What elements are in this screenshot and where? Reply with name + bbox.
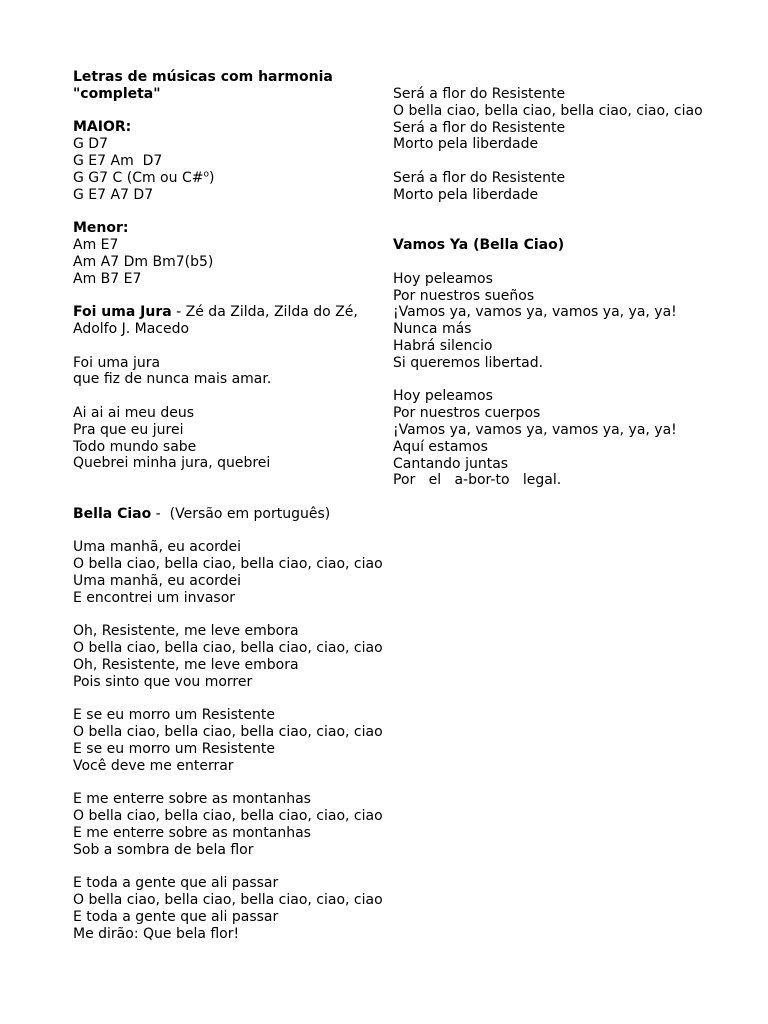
lyric-line: E toda a gente que ali passar bbox=[73, 908, 279, 925]
lyric-line: E se eu morro um Resistente bbox=[73, 740, 275, 757]
doc-title-line2: "completa" bbox=[73, 85, 161, 102]
degree-sup: o bbox=[203, 169, 209, 180]
lyric-line: Nunca más bbox=[393, 321, 472, 338]
chord-line: Am E7 bbox=[73, 236, 119, 253]
lyric-line: Morto pela liberdade bbox=[393, 136, 539, 153]
lyric-line: O bella ciao, bella ciao, bella ciao, ciao, ciao bbox=[73, 556, 383, 573]
chord-line: G G7 C (Cm ou C#$^o$) bbox=[73, 169, 215, 186]
lyric-line: Me dirão: Que bela flor! bbox=[73, 925, 240, 942]
lyric-line: Pra que eu jurei bbox=[73, 421, 184, 438]
lyric-line: E me enterre sobre as montanhas bbox=[73, 824, 311, 841]
lyric-line: Sob a sombra de bela flor bbox=[73, 841, 254, 858]
lyric-line: Por el a-bor-to legal. bbox=[393, 472, 562, 489]
lyric-line: E toda a gente que ali passar bbox=[73, 875, 279, 892]
doc-title-line1: Letras de músicas com harmonia bbox=[73, 69, 333, 85]
chord-line: Am A7 Dm Bm7(b5) bbox=[73, 253, 214, 270]
lyric-line: Você deve me enterrar bbox=[73, 757, 234, 774]
lyric-line: O bella ciao, bella ciao, bella ciao, ciao, ciao bbox=[73, 724, 383, 741]
lyric-line: Si queremos libertad. bbox=[393, 354, 544, 371]
lyric-line: Uma manhã, eu acordei bbox=[73, 539, 242, 556]
lyric-line: E encontrei um invasor bbox=[73, 589, 236, 606]
lyric-line: Será a flor do Resistente bbox=[393, 119, 566, 136]
lyric-line: Habrá silencio bbox=[393, 337, 493, 354]
lyric-line: Será a flor do Resistente bbox=[393, 86, 566, 102]
chord-line: G E7 A7 D7 bbox=[73, 186, 154, 203]
lyric-line: Morto pela liberdade bbox=[393, 186, 539, 203]
song-title-bella: Bella Ciao - (Versão em português) bbox=[73, 505, 331, 522]
lyric-line: Hoy peleamos bbox=[393, 388, 493, 405]
lyric-line: E se eu morro um Resistente bbox=[73, 707, 275, 724]
lyric-line: O bella ciao, bella ciao, bella ciao, ciao, ciao bbox=[393, 102, 703, 119]
song-title-jura: Foi uma Jura - Zé da Zilda, Zilda do Zé, bbox=[73, 304, 358, 321]
lyric-line: Foi uma jura bbox=[73, 354, 161, 371]
lyric-line: Uma manhã, eu acordei bbox=[73, 572, 242, 589]
chord-line: Am B7 E7 bbox=[73, 270, 142, 287]
song-credit: Adolfo J. Macedo bbox=[73, 320, 190, 337]
lyric-line: Aquí estamos bbox=[393, 438, 488, 455]
lyric-line: Cantando juntas bbox=[393, 455, 509, 472]
song-title-vamos: Vamos Ya (Bella Ciao) bbox=[393, 237, 565, 254]
menor-heading: Menor: bbox=[73, 220, 129, 237]
lyric-line: Ai ai ai meu deus bbox=[73, 404, 194, 421]
maior-heading: MAIOR: bbox=[73, 119, 132, 136]
lyric-line: O bella ciao, bella ciao, bella ciao, ciao, ciao bbox=[73, 640, 383, 657]
lyric-line: ¡Vamos ya, vamos ya, vamos ya, ya, ya! bbox=[393, 421, 677, 438]
lyric-line: O bella ciao, bella ciao, bella ciao, ciao, ciao bbox=[73, 892, 383, 909]
lyric-line: Hoy peleamos bbox=[393, 270, 493, 287]
lyric-line: Todo mundo sabe bbox=[73, 438, 197, 455]
lyric-line: Oh, Resistente, me leve embora bbox=[73, 623, 299, 640]
lyric-line: Será a flor do Resistente bbox=[393, 169, 566, 186]
right-column bbox=[393, 86, 733, 489]
lyric-line: O bella ciao, bella ciao, bella ciao, ciao, ciao bbox=[73, 808, 383, 825]
lyric-line: Por nuestros cuerpos bbox=[393, 405, 541, 422]
chord-line: G E7 Am D7 bbox=[73, 152, 163, 169]
lyric-line: que fiz de nunca mais amar. bbox=[73, 371, 272, 388]
chord-line: G D7 bbox=[73, 136, 108, 153]
lyric-line: Por nuestros sueños bbox=[393, 287, 535, 304]
lyric-line: ¡Vamos ya, vamos ya, vamos ya, ya, ya! bbox=[393, 304, 677, 321]
lyric-line: Quebrei minha jura, quebrei bbox=[73, 455, 271, 472]
lyric-line: Oh, Resistente, me leve embora bbox=[73, 656, 299, 673]
left-column bbox=[73, 69, 383, 942]
lyric-line: Pois sinto que vou morrer bbox=[73, 673, 253, 690]
lyric-line: E me enterre sobre as montanhas bbox=[73, 791, 311, 808]
